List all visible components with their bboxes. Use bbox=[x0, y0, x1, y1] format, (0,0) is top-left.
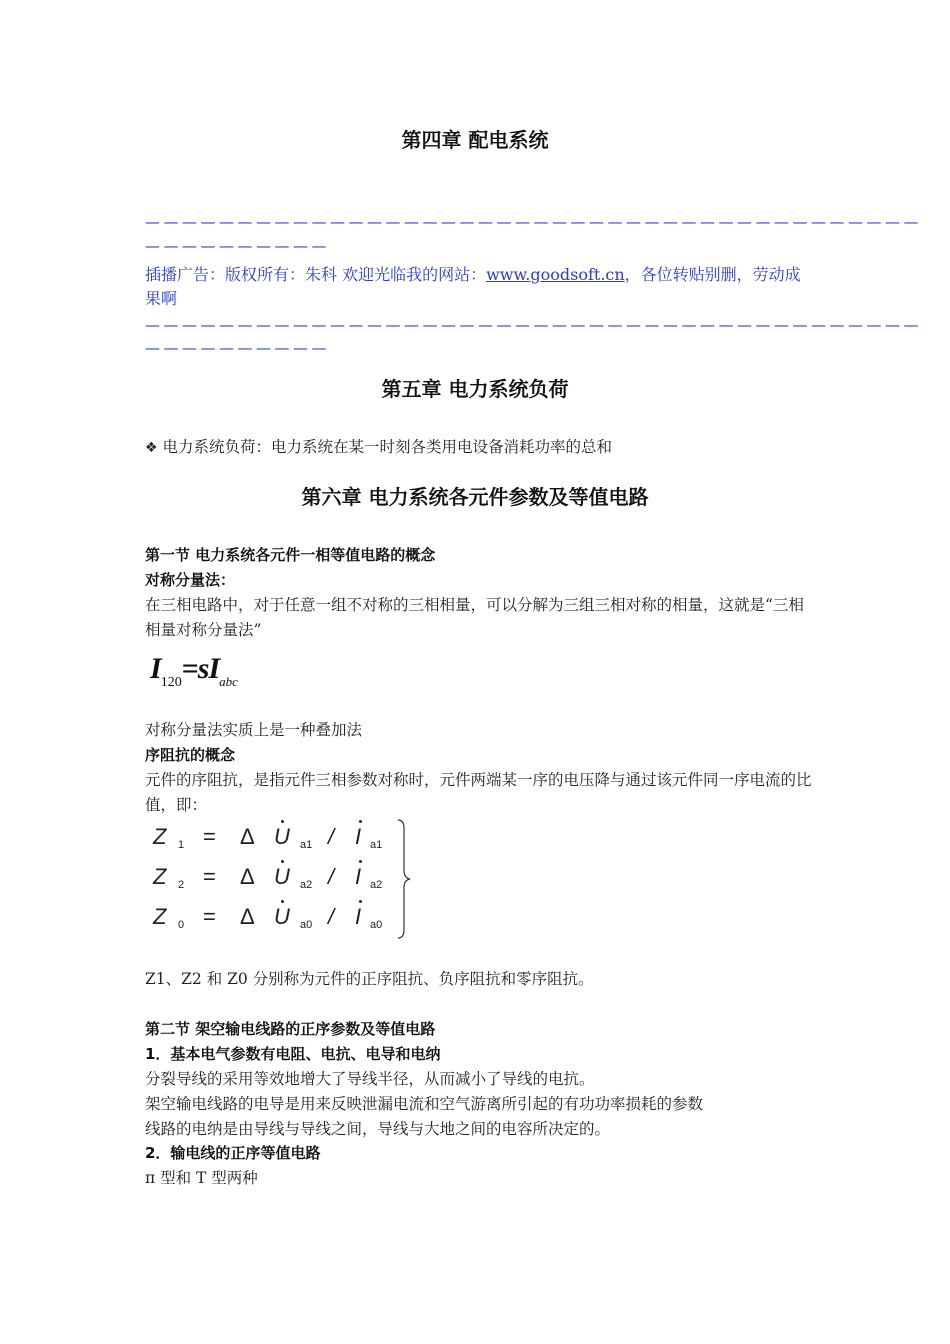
symmetric-components-text: 在三相电路中，对于任意一组不对称的三相相量，可以分解为三组三相对称的相量，这就是“三相相量对称分量法” bbox=[145, 596, 804, 639]
item2-heading: 2．输电线的正序等值电路 bbox=[145, 1144, 321, 1162]
formula-symmetric-components: $I120=sI_{abc}$ bbox=[150, 652, 238, 690]
section1-title: 第一节 电力系统各元件一相等值电路的概念 bbox=[145, 546, 436, 564]
symmetric-components-heading: 对称分量法： bbox=[145, 571, 236, 589]
section2-title: 第二节 架空输电线路的正序参数及等值电路 bbox=[145, 1020, 436, 1038]
ad-text bbox=[145, 263, 815, 311]
ad-text-after: ，各位转贴别删，劳动成果啊 bbox=[145, 265, 801, 308]
susceptance-text: 线路的电纳是由导线与导线之间，导线与大地之间的电容所决定的。 bbox=[145, 1120, 611, 1138]
ad-text-before: 插播广告：版权所有：朱科 欢迎光临我的网站： bbox=[145, 265, 487, 284]
dot-accent-icon bbox=[359, 860, 362, 863]
equation-brace-icon bbox=[394, 818, 414, 940]
ad-dashes-top-1: —————————————————————————————————————————— bbox=[145, 213, 922, 231]
bundled-conductor-text: 分裂导线的采用等效地增大了导线半径，从而减小了导线的电抗。 bbox=[145, 1070, 595, 1088]
dot-accent-icon bbox=[281, 900, 284, 903]
dot-accent-icon bbox=[359, 820, 362, 823]
chapter4-title: 第四章 配电系统 bbox=[401, 128, 549, 152]
ad-website-link[interactable]: www.goodsoft.cn bbox=[486, 265, 625, 284]
chapter6-title: 第六章 电力系统各元件参数及等值电路 bbox=[301, 485, 649, 509]
diamond-bullet-icon: ❖ bbox=[145, 440, 158, 456]
dot-accent-icon bbox=[281, 860, 284, 863]
item1-heading: 1．基本电气参数有电阻、电抗、电导和电纳 bbox=[145, 1045, 441, 1063]
ad-dashes-bottom-2: —————————— bbox=[145, 339, 330, 357]
chapter5-title: 第五章 电力系统负荷 bbox=[381, 377, 569, 401]
dot-accent-icon bbox=[281, 820, 284, 823]
dot-accent-icon bbox=[359, 900, 362, 903]
ad-dashes-bottom-1: —————————————————————————————————————————— bbox=[145, 316, 922, 334]
sequence-impedance-text: 元件的序阻抗，是指元件三相参数对称时，元件两端某一序的电压降与通过该元件同一序电流的比值，即： bbox=[145, 771, 812, 814]
superposition-note: 对称分量法实质上是一种叠加法 bbox=[145, 721, 363, 739]
conductance-text: 架空输电线路的电导是用来反映泄漏电流和空气游离所引起的有功功率损耗的参数 bbox=[145, 1095, 704, 1113]
bullet-line bbox=[145, 435, 815, 461]
sequence-impedance-heading: 序阻抗的概念 bbox=[145, 746, 236, 764]
ad-dashes-top-2: —————————— bbox=[145, 237, 330, 255]
sequence-impedance-summary: Z1、Z2 和 Z0 分别称为元件的正序阻抗、负序阻抗和零序阻抗。 bbox=[145, 970, 594, 988]
bullet-text: 电力系统负荷：电力系统在某一时刻各类用电设备消耗功率的总和 bbox=[162, 438, 613, 456]
pi-t-model-text: π 型和 T 型两种 bbox=[145, 1169, 258, 1187]
